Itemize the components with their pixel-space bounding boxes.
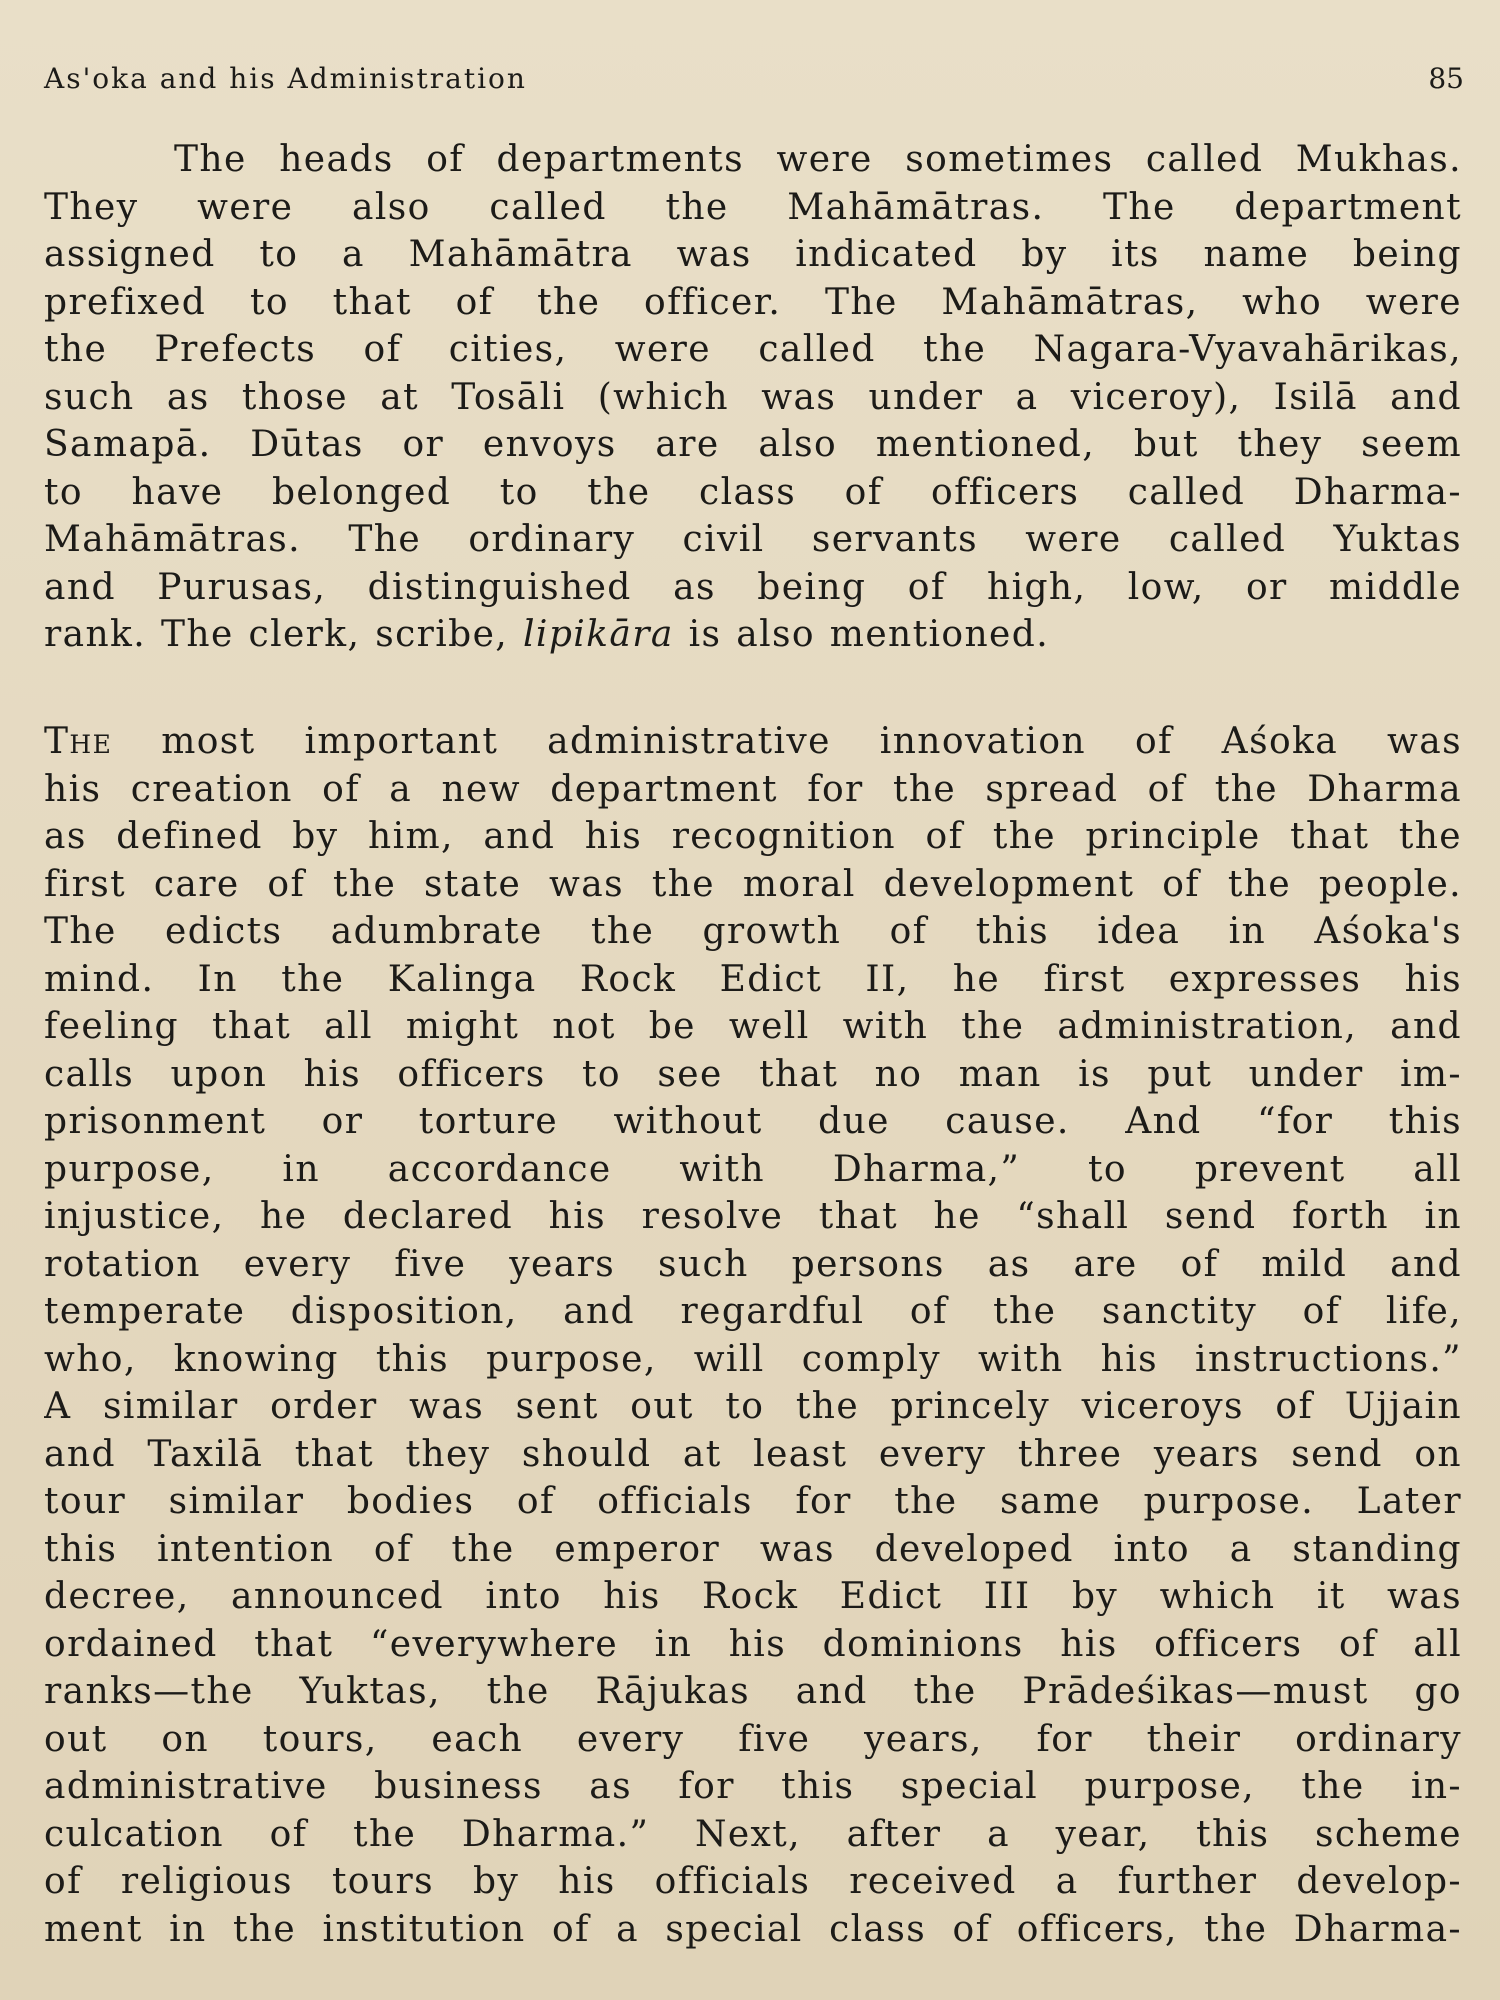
text-line: The heads of departments were sometimes called Mukhas. [174, 139, 1462, 180]
text-line: They were also called the Mahāmātras. The department [44, 186, 1462, 228]
text-line: first care of the state was the moral development of the people. [44, 863, 1462, 905]
text-line: ranks—the Yuktas, the Rājukas and the Prādeśikas—must go [44, 1671, 1462, 1712]
text-line: culcation of the Dharma.” Next, after a year, this scheme [44, 1813, 1462, 1855]
running-head [44, 62, 1464, 102]
small-caps-opening-word: The [44, 721, 113, 762]
text-line: Samapā. Dūtas or envoys are also mentioned, but they seem [44, 424, 1462, 465]
text-run: most important administrative innovation of Aśoka was [112, 721, 1462, 762]
text-line: ordained that “everywhere in his dominions his officers of all [44, 1623, 1462, 1665]
text-line: feeling that all might not be well with the administration, and [44, 1006, 1462, 1047]
text-line: assigned to a Mahāmātra was indicated by its name being [44, 234, 1462, 275]
text-line: mind. In the Kalinga Rock Edict II, he first expresses his [44, 958, 1462, 1000]
page-number: 85 [1428, 62, 1464, 95]
text-line-last [44, 611, 1462, 659]
text-line: who, knowing this purpose, will comply with his instructions.” [44, 1338, 1462, 1380]
text-line: injustice, he declared his resolve that he “shall send forth in [44, 1196, 1462, 1237]
text-line: rotation every five years such persons as are of mild and [44, 1243, 1462, 1285]
text-line: prefixed to that of the officer. The Mahāmātras, who were [44, 281, 1462, 323]
text-line: A similar order was sent out to the princely viceroys of Ujjain [44, 1386, 1462, 1427]
text-run: is also mentioned. [673, 614, 1050, 655]
text-line: Mahāmātras. The ordinary civil servants were called Yuktas [44, 519, 1462, 560]
paragraph-dharma-department [44, 718, 1462, 1953]
text-line: such as those at Tosāli (which was under a viceroy), Isilā and [44, 376, 1462, 418]
text-line: of religious tours by his officials received a further develop- [44, 1861, 1462, 1902]
text-line-first [44, 718, 1462, 766]
text-line: purpose, in accordance with Dharma,” to prevent all [44, 1148, 1462, 1190]
italic-term-lipikara: lipikāra [523, 614, 674, 655]
text-line: this intention of the emperor was developed into a standing [44, 1528, 1462, 1570]
text-line: and Purusas, distinguished as being of high, low, or middle [44, 566, 1462, 608]
text-line: decree, announced into his Rock Edict III by which it was [44, 1576, 1462, 1617]
text-line-continues: ment in the institution of a special class of officers, the Dharma- [44, 1908, 1462, 1950]
paragraph-mukhas-mahamatras [44, 136, 1462, 659]
text-line: calls upon his officers to see that no man is put under im- [44, 1053, 1462, 1095]
text-line: The edicts adumbrate the growth of this idea in Aśoka's [44, 911, 1462, 952]
text-line: the Prefects of cities, were called the Nagara-Vyavahārikas, [44, 329, 1462, 370]
text-run: rank. The clerk, scribe, [44, 614, 523, 655]
text-line: his creation of a new department for the spread of the Dharma [44, 768, 1462, 810]
text-line: to have belonged to the class of officers called Dharma- [44, 471, 1462, 513]
text-line: tour similar bodies of officials for the same purpose. Later [44, 1481, 1462, 1522]
text-line: temperate disposition, and regardful of the sanctity of life, [44, 1291, 1462, 1332]
running-title: As'oka and his Administration [44, 62, 527, 95]
text-line: as defined by him, and his recognition of the principle that the [44, 816, 1462, 857]
text-line: out on tours, each every five years, for their ordinary [44, 1718, 1462, 1760]
text-line: administrative business as for this special purpose, the in- [44, 1766, 1462, 1807]
text-line: prisonment or torture without due cause. And “for this [44, 1101, 1462, 1142]
text-line: and Taxilā that they should at least every three years send on [44, 1433, 1462, 1475]
